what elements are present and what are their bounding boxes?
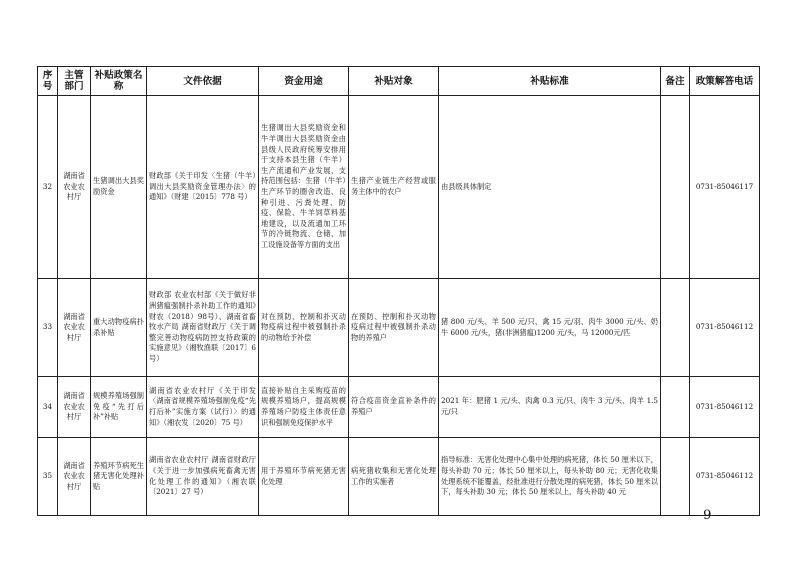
department-cell: 湖南省农业农村厅 <box>58 279 91 377</box>
row-number: 32 <box>38 96 58 279</box>
document-basis-cell: 财政部《关于印发〈生猪（牛羊）调出大县奖励资金管理办法〉的通知》（财建〔2015〕778 号） <box>147 96 259 279</box>
policy-name-cell: 养殖环节病死生猪无害化处理补贴 <box>91 438 147 516</box>
table-header-row <box>38 67 760 96</box>
subsidy-standard-cell: 由县级具体制定 <box>439 96 661 279</box>
subsidy-policy-table <box>37 66 760 516</box>
department-cell: 湖南省农业农村厅 <box>58 96 91 279</box>
table-row <box>38 377 760 438</box>
document-basis-cell: 湖南省农业农村厅 湖南省财政厅《关于进一步加强病死畜禽无害化处理工作的通知》（湘农联〔2021〕27 号） <box>147 438 259 516</box>
department-cell: 湖南省农业农村厅 <box>58 438 91 516</box>
subsidy-target-cell: 在预防、控制和扑灭动物疫病过程中被强制扑杀动物的养殖户 <box>349 279 439 377</box>
remark-cell <box>661 438 690 516</box>
row-number: 33 <box>38 279 58 377</box>
page-number: — 9 — <box>686 508 729 523</box>
row-number: 35 <box>38 438 58 516</box>
hotline-cell: 0731-85046117 <box>690 96 760 279</box>
document-basis-cell: 财政部 农业农村部《关于做好非洲猪瘟强制扑杀补助工作的通知》财农（2018）98号）、湖南省畜牧水产局 湖南省财政厅《关于调整完善动物疫病防控支持政策的实施意见》（湘牧渔联〔2017〕6 号） <box>147 279 259 377</box>
department-cell: 湖南省农业农村厅 <box>58 377 91 438</box>
fund-use-cell: 生猪调出大县奖励资金和牛羊调出大县奖励资金由县级人民政府统筹安排用于支持本县生猪（牛羊）生产流通和产业发展，支持范围包括：生猪（牛羊）生产环节的圈舍改造、良种引进、污粪处理、防疫、保险、牛羊饲草料基地建设，以及流通加工环节的冷链物流、仓储、加工设施设备等方面的支出 <box>259 96 349 279</box>
header-cell: 补贴政策名称 <box>91 67 147 96</box>
subsidy-standard-cell: 猪 800 元/头、羊 500 元/只、禽 15 元/羽、肉牛 3000 元/头、奶牛 6000 元/头，猪(非洲猪瘟)1200 元/头，马 12000元/匹 <box>439 279 661 377</box>
policy-name-cell: 重大动物疫病扑杀补贴 <box>91 279 147 377</box>
header-cell: 序号 <box>38 67 58 96</box>
row-number: 34 <box>38 377 58 438</box>
document-basis-cell: 湖南省农业农村厅《关于印发〈湖南省规模养殖场强制免疫“先打后补”实施方案（试行）〉的通知》（湘农发〔2020〕75 号） <box>147 377 259 438</box>
header-cell: 政策解答电话 <box>690 67 760 96</box>
header-cell: 补贴标准 <box>439 67 661 96</box>
table-row <box>38 438 760 516</box>
hotline-cell: 0731-85046112 <box>690 279 760 377</box>
subsidy-target-cell: 符合疫苗资金直补条件的养殖户 <box>349 377 439 438</box>
remark-cell <box>661 279 690 377</box>
table-row <box>38 279 760 377</box>
header-cell: 补贴对象 <box>349 67 439 96</box>
header-cell: 主管部门 <box>58 67 91 96</box>
fund-use-cell: 用于养殖环节病死猪无害化处理 <box>259 438 349 516</box>
header-cell: 备注 <box>661 67 690 96</box>
hotline-cell: 0731-85046112 <box>690 438 760 516</box>
subsidy-target-cell: 病死猪收集和无害化处理工作的实施者 <box>349 438 439 516</box>
policy-name-cell: 生猪调出大县奖励资金 <box>91 96 147 279</box>
fund-use-cell: 对在预防、控制和扑灭动物疫病过程中被强制扑杀的动物给予补偿 <box>259 279 349 377</box>
hotline-cell: 0731-85046112 <box>690 377 760 438</box>
header-cell: 文件依据 <box>147 67 259 96</box>
remark-cell <box>661 96 690 279</box>
header-cell: 资金用途 <box>259 67 349 96</box>
policy-name-cell: 规模养殖场强制免疫“先打后补”补贴 <box>91 377 147 438</box>
fund-use-cell: 直接补贴自主采购疫苗的规模养殖场户，提高规模养殖场户防疫主体责任意识和强制免疫保护水平 <box>259 377 349 438</box>
table-row <box>38 96 760 279</box>
remark-cell <box>661 377 690 438</box>
subsidy-target-cell: 生猪产业链生产经营或服务主体中的农户 <box>349 96 439 279</box>
subsidy-standard-cell: 2021 年：肥猪 1 元/头、肉禽 0.3 元/只、肉牛 3 元/头、肉羊 1.5 元/只 <box>439 377 661 438</box>
subsidy-standard-cell: 指导标准：无害化处理中心集中处理的病死猪，体长 50 厘米以下，每头补助 70 元；体长 50 厘米以上，每头补助 80 元；无害化收集处理系统不能覆盖，经批准进行分散处理的病死猪，体长 50 厘米以下，每头补助 30 元；体长 50 厘米以上，每头补助 40 元 <box>439 438 661 516</box>
